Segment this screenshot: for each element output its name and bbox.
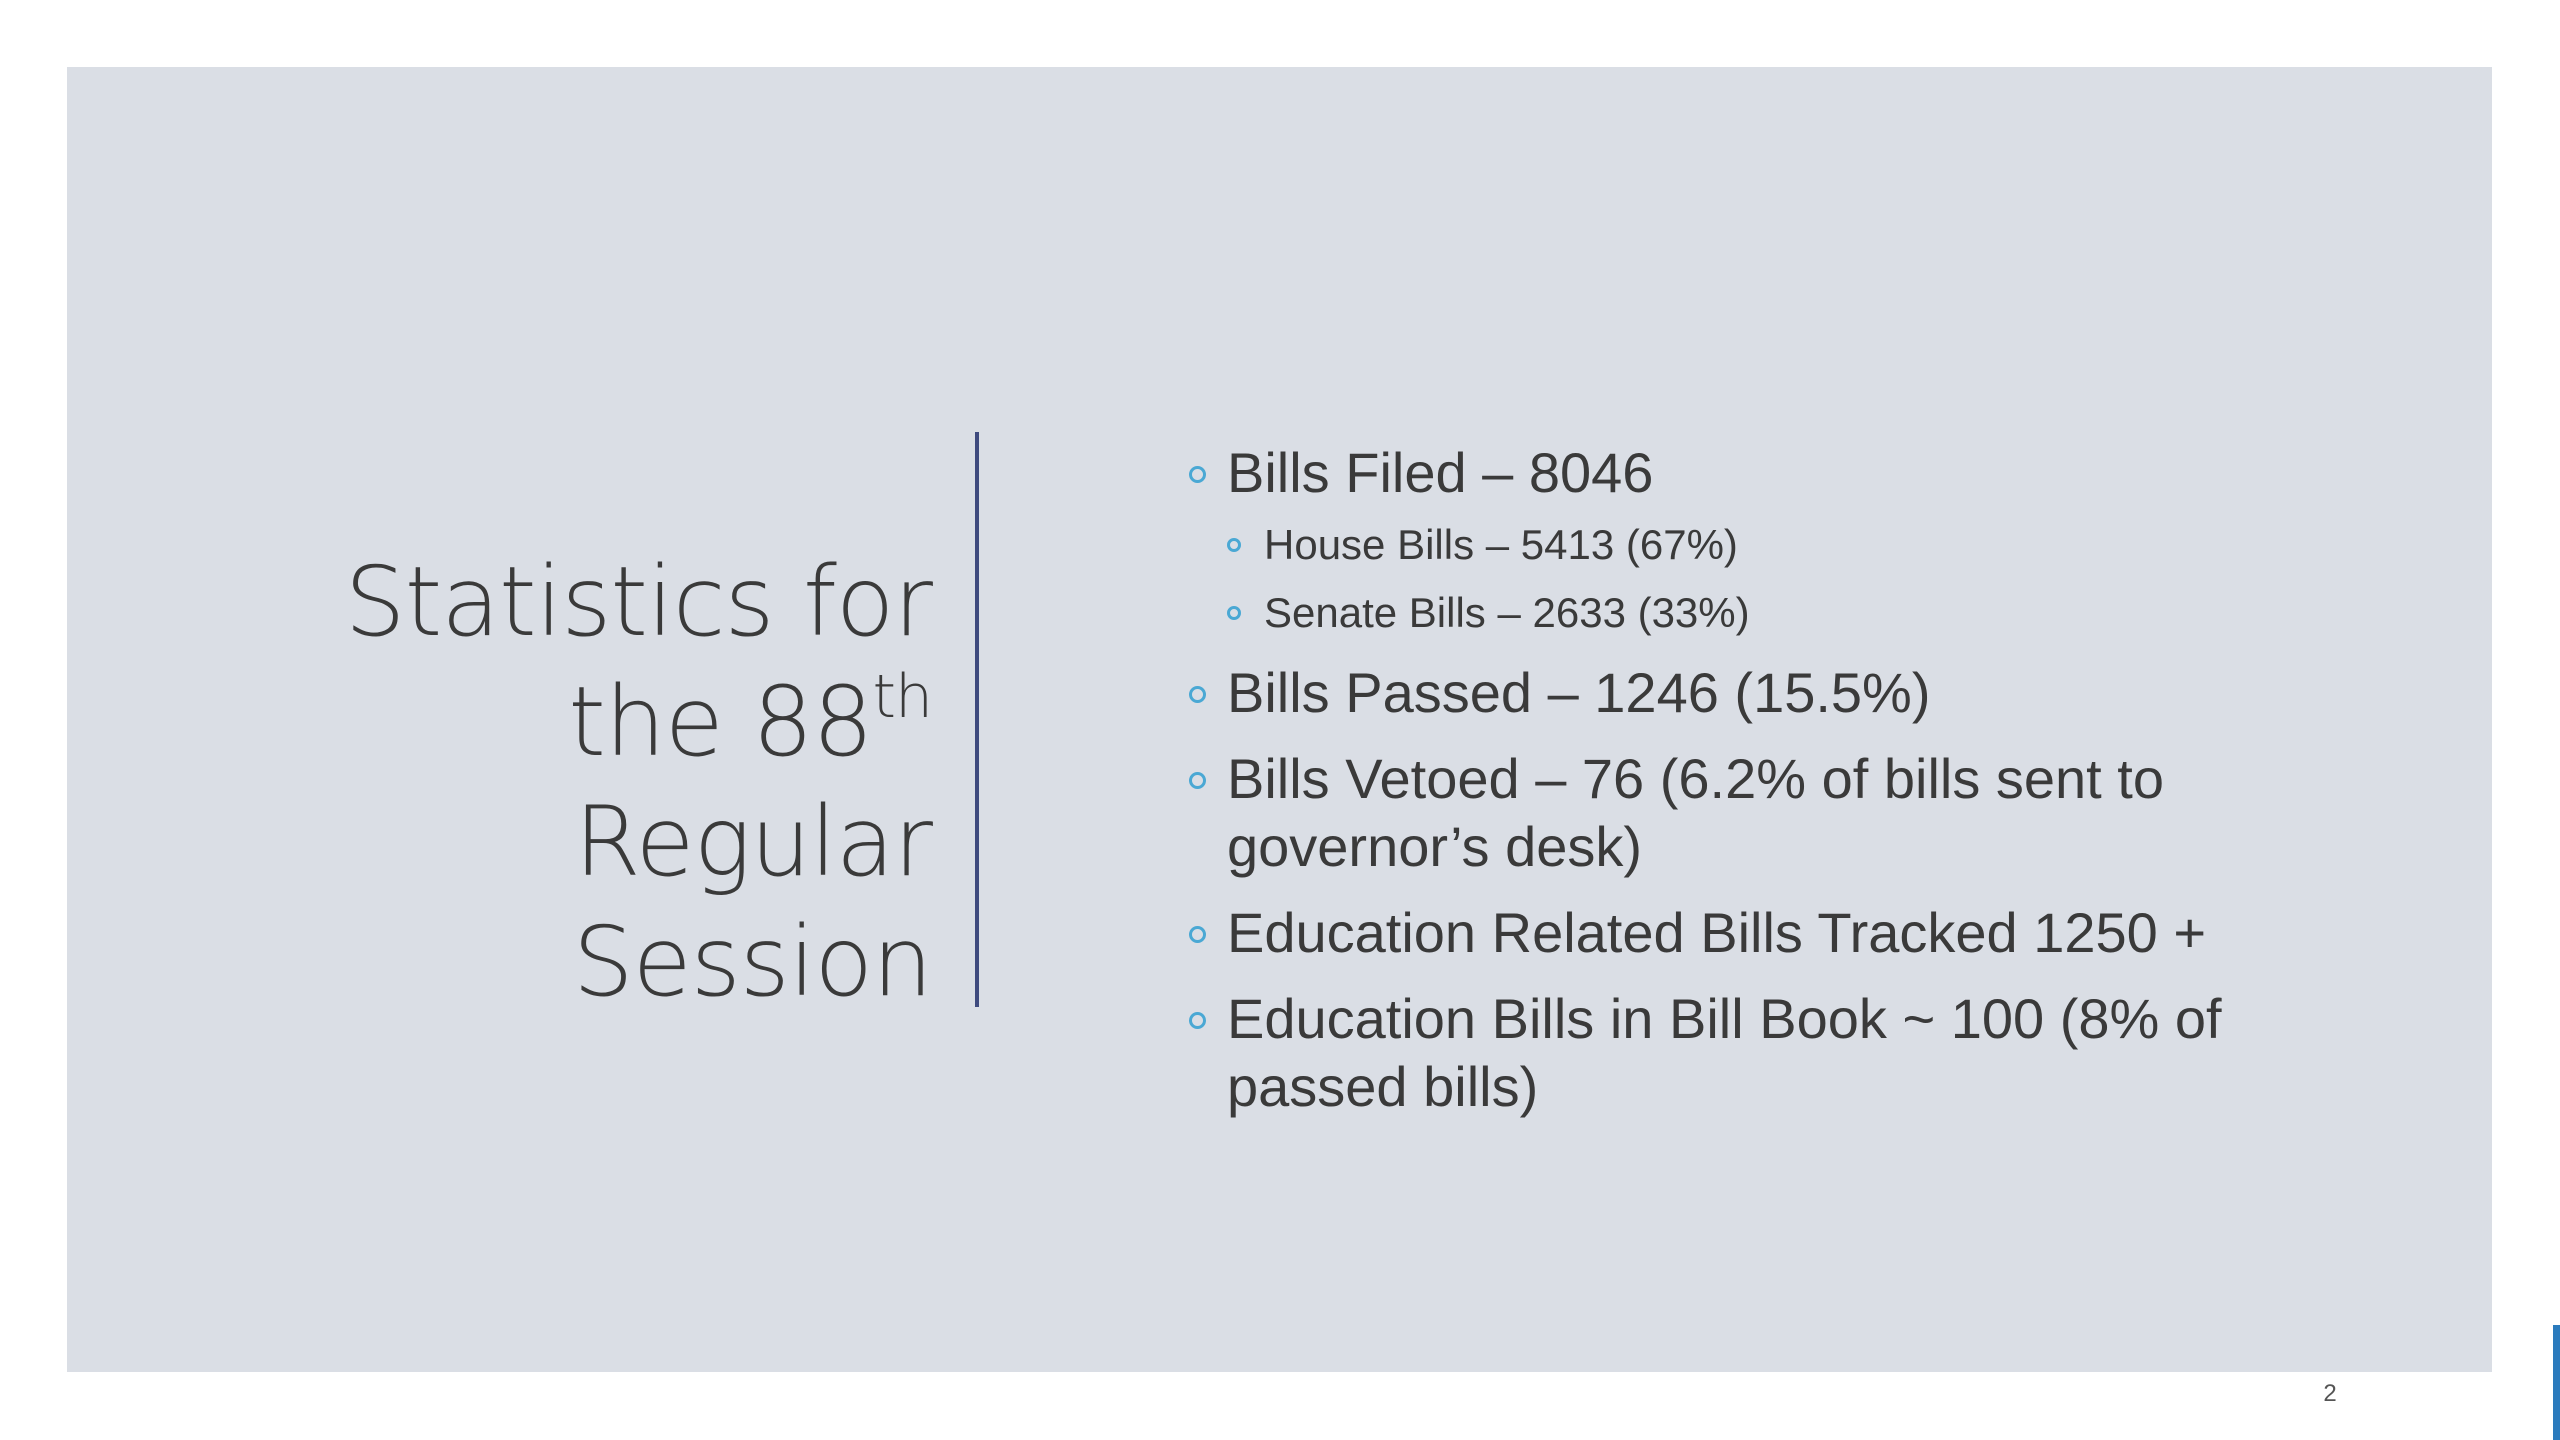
- title-line-1: Statistics for: [344, 546, 932, 658]
- bullet-item-bills-filed: [1117, 439, 2317, 507]
- slide-title: [267, 542, 932, 1022]
- title-line-2: [267, 662, 932, 782]
- bullet-item-bills-vetoed: [1117, 745, 2317, 881]
- bullet-text: Bills Filed – 8046: [1227, 441, 1654, 504]
- circle-bullet-icon: [1189, 466, 1206, 483]
- window-edge-accent: [2553, 1325, 2560, 1440]
- bullet-item-bills-passed: [1117, 659, 2317, 727]
- circle-bullet-icon: [1189, 1012, 1206, 1029]
- bullet-text: Education Bills in Bill Book ~ 100 (8% of passed bills): [1227, 987, 2222, 1118]
- bullet-text: Bills Vetoed – 76 (6.2% of bills sent to governor’s desk): [1227, 747, 2164, 878]
- sub-bullet-text: Senate Bills – 2633 (33%): [1264, 589, 1750, 636]
- bullet-text: Education Related Bills Tracked 1250 +: [1227, 901, 2207, 964]
- sub-bullet-item-house-bills: [1117, 515, 2317, 575]
- bullet-list: [1117, 439, 2317, 1139]
- bullet-text: Bills Passed – 1246 (15.5%): [1227, 661, 1931, 724]
- title-line-2-text: the 88: [568, 666, 873, 778]
- circle-bullet-icon: [1189, 686, 1206, 703]
- sub-bullet-text: House Bills – 5413 (67%): [1264, 521, 1738, 568]
- sub-bullet-item-senate-bills: [1117, 583, 2317, 643]
- bullet-item-education-tracked: [1117, 899, 2317, 967]
- circle-bullet-icon: [1189, 772, 1206, 789]
- circle-bullet-icon: [1189, 926, 1206, 943]
- circle-bullet-icon: [1227, 538, 1241, 552]
- title-superscript: th: [872, 662, 932, 732]
- circle-bullet-icon: [1227, 606, 1241, 620]
- title-line-4: Session: [572, 906, 932, 1018]
- bullet-item-education-bill-book: [1117, 985, 2317, 1121]
- vertical-divider: [975, 432, 979, 1007]
- page-number: 2: [2323, 1380, 2337, 1407]
- slide[interactable]: [67, 67, 2492, 1372]
- title-line-3: Regular: [574, 786, 932, 898]
